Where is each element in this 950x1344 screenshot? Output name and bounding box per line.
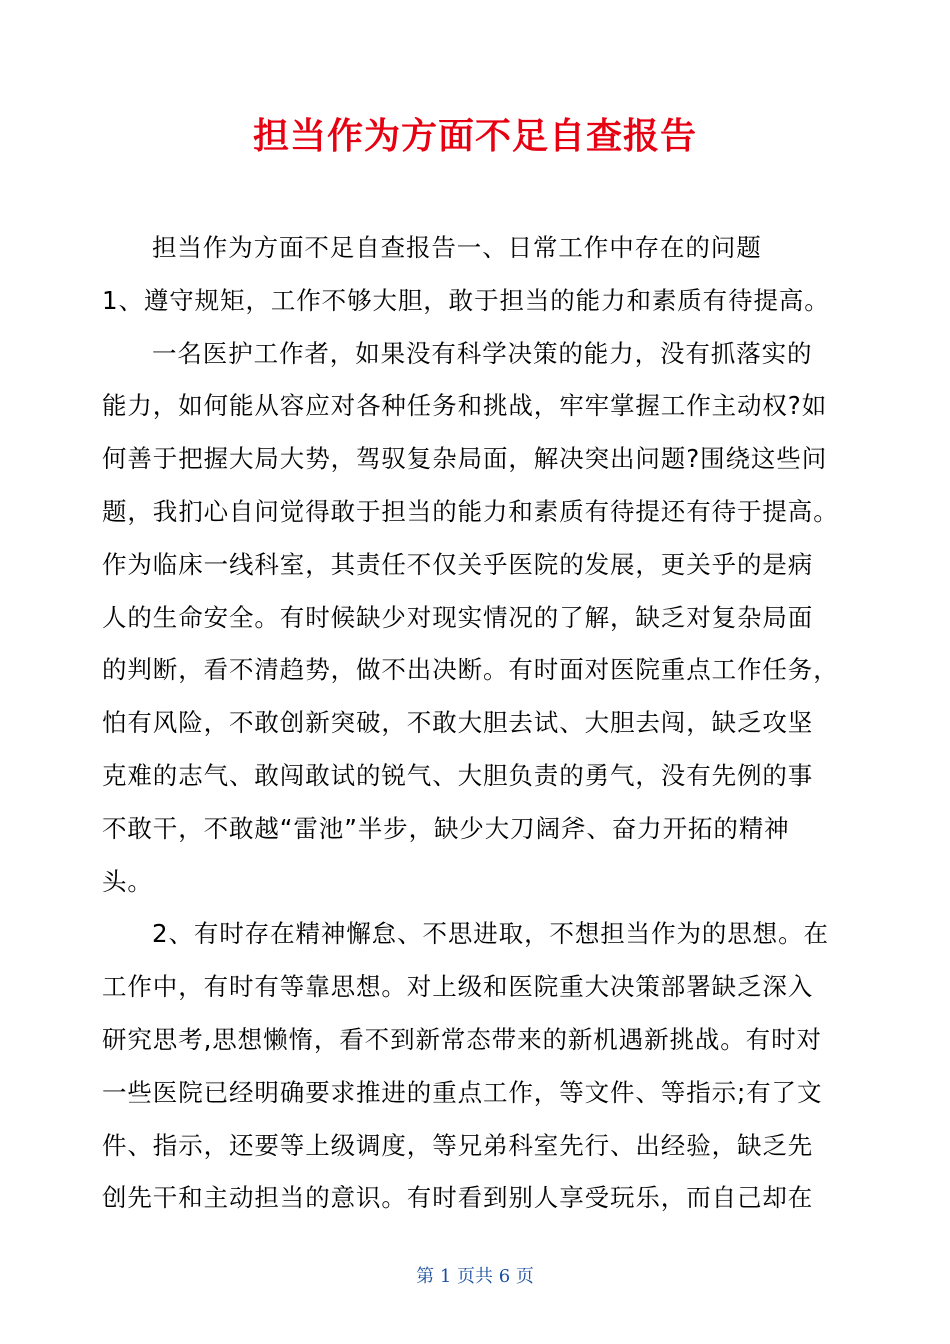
text-line: 一些医院已经明确要求推进的重点工作，等文件、等指示;有了文 <box>102 1077 823 1107</box>
text-line: 人的生命安全。有时候缺少对现实情况的了解，缺乏对复杂局面 <box>102 602 814 632</box>
text-line: 的判断，看不清趋势，做不出决断。有时面对医院重点工作任务， <box>102 655 839 685</box>
text-line: 能力，如何能从容应对各种任务和挑战，牢牢掌握工作主动权?如 <box>102 391 828 421</box>
text-line: 担当作为方面不足自查报告一、日常工作中存在的问题 <box>152 233 762 262</box>
text-line: 作为临床一线科室，其责任不仅关乎医院的发展，更关乎的是病 <box>102 549 814 579</box>
text-line: 一名医护工作者，如果没有科学决策的能力，没有抓落实的 <box>152 338 813 368</box>
text-line: 何善于把握大局大势，驾驭复杂局面，解决突出问题?围绕这些问 <box>102 444 828 474</box>
document-body <box>102 222 872 1225</box>
text-line: 怕有风险，不敢创新突破，不敢大胆去试、大胆去闯，缺乏攻坚 <box>102 708 814 738</box>
text-line: 工作中，有时有等靠思想。对上级和医院重大决策部署缺乏深入 <box>102 972 814 1002</box>
text-line: 创先干和主动担当的意识。有时看到别人享受玩乐，而自己却在 <box>102 1183 814 1213</box>
text-line: 件、指示，还要等上级调度，等兄弟科室先行、出经验，缺乏先 <box>102 1130 814 1160</box>
text-line: 头。 <box>102 866 153 896</box>
text-line: 克难的志气、敢闯敢试的锐气、大胆负责的勇气，没有先例的事 <box>102 760 814 790</box>
text-line: 题，我扪心自问觉得敢于担当的能力和素质有待提还有待于提高。 <box>102 496 839 526</box>
text-line: 不敢干，不敢越“雷池”半步，缺少大刀阔斧、奋力开拓的精神 <box>102 813 790 843</box>
text-line: 2、有时存在精神懈怠、不思进取，不想担当作为的思想。在 <box>152 919 829 949</box>
text-line: 1、遵守规矩，工作不够大胆，敢于担当的能力和素质有待提高。 <box>102 285 830 315</box>
page-footer: 第 1 页共 6 页 <box>416 1266 534 1287</box>
text-line: 研究思考,思想懒惰，看不到新常态带来的新机遇新挑战。有时对 <box>102 1024 822 1054</box>
document-title: 担当作为方面不足自查报告 <box>252 116 697 157</box>
